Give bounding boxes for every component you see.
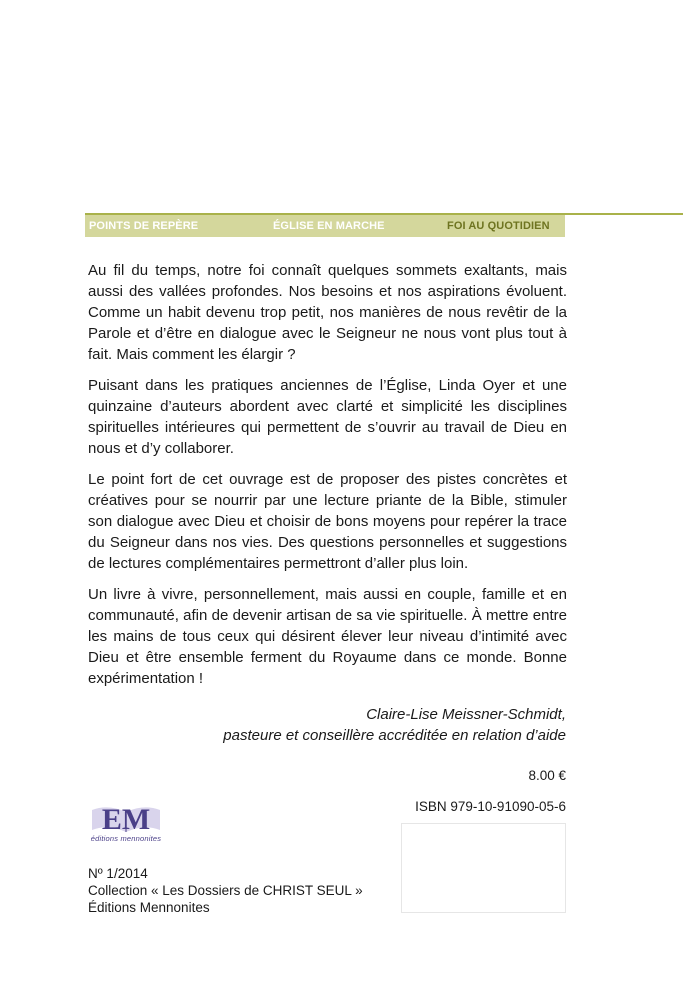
price: 8.00 €	[528, 768, 566, 783]
paragraph: Le point fort de cet ouvrage est de proposer des pistes concrètes et créatives pour se nourrir par une lecture priante de la Bible, stimuler son dialogue avec Dieu et choisir de bons moyens pour repérer la trace du Seigneur dans nos vies. Des questions personnelles et suggestions de lectures complémentaires permettront d’aller plus loin.	[88, 471, 567, 572]
signature-role: pasteure et conseillère accréditée en relation d’aide	[223, 727, 566, 744]
collection-name: Collection « Les Dossiers de CHRIST SEUL »	[88, 883, 363, 898]
barcode-area	[401, 823, 566, 913]
category-band	[85, 215, 565, 237]
isbn: ISBN 979-10-91090-05-6	[415, 799, 566, 814]
tab-foi-au-quotidien: FOI AU QUOTIDIEN	[447, 220, 550, 232]
signature	[223, 704, 566, 746]
paragraph: Un livre à vivre, personnellement, mais aussi en couple, famille et en communauté, afin de devenir artisan de sa vie spirituelle. À mettre entre les mains de tous ceux qui désirent élever leur niveau d’intimité avec Dieu et être ensemble ferment du Royaume dans ce monde. Bonne expérimentation !	[88, 586, 567, 687]
logo-subtitle: éditions mennonites	[90, 834, 162, 843]
back-cover-text	[88, 260, 567, 699]
paragraph: Au fil du temps, notre foi connaît quelques sommets exaltants, mais aussi des vallées profondes. Nos besoins et nos aspirations évoluent. Comme un habit devenu trop petit, nos manières de nous revêtir de la Parole et d’être en dialogue avec le Seigneur ne nous vont plus tout à fait. Mais comment les élargir ?	[88, 262, 567, 363]
paragraph: Puisant dans les pratiques anciennes de l’Église, Linda Oyer et une quinzaine d’auteurs abordent avec clarté et simplicité les disciplines spirituelles intérieures qui permettent de s’ouvrir au travail de Dieu en nous et d’y collaborer.	[88, 377, 567, 457]
tab-points-de-repere: POINTS DE REPÈRE	[89, 220, 199, 232]
tab-eglise-en-marche: ÉGLISE EN MARCHE	[273, 220, 385, 232]
publication-info	[88, 865, 363, 916]
logo-letters: EM	[101, 803, 151, 836]
issue-number: Nº 1/2014	[88, 866, 148, 881]
signature-name: Claire-Lise Meissner-Schmidt,	[366, 706, 566, 723]
publisher-name: Éditions Mennonites	[88, 900, 210, 915]
